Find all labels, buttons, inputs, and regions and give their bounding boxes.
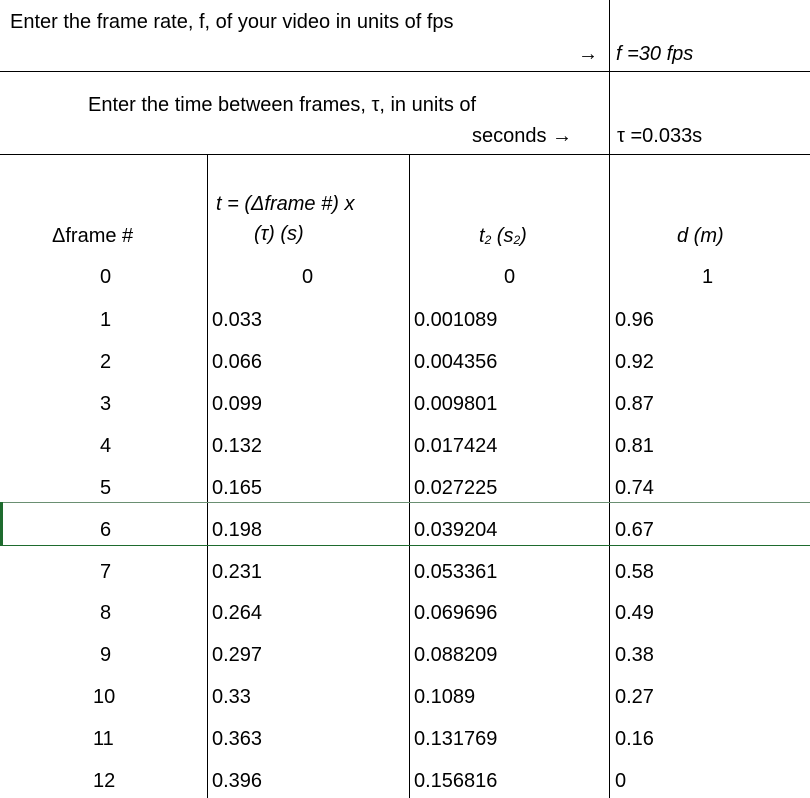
tau-prompt-line1[interactable]: Enter the time between frames, τ, in units of xyxy=(88,94,477,116)
grid-line xyxy=(207,154,208,798)
header-t-sub: 2 xyxy=(484,233,492,247)
cell-frame-r12[interactable]: 12 xyxy=(93,770,116,792)
cell-dist-r8[interactable]: 0.49 xyxy=(615,602,654,624)
cell-time-r5[interactable]: 0.165 xyxy=(212,477,263,499)
cell-time-r9[interactable]: 0.297 xyxy=(212,644,263,666)
header-time-line1[interactable]: t = (Δframe #) x xyxy=(216,193,355,215)
frame-rate-prompt[interactable]: Enter the frame rate, f, of your video in units of fps xyxy=(10,11,454,33)
row-selection-top xyxy=(0,502,810,503)
cell-dist-r1[interactable]: 0.96 xyxy=(615,309,654,331)
cell-time-r6[interactable]: 0.198 xyxy=(212,519,263,541)
cell-time-r11[interactable]: 0.363 xyxy=(212,728,263,750)
header-unit-open: (s xyxy=(491,225,514,247)
cell-tsq-r6[interactable]: 0.039204 xyxy=(414,519,498,541)
cell-dist-r12[interactable]: 0 xyxy=(615,770,627,792)
header-time-line2: (τ) (s) xyxy=(254,223,304,245)
cell-frame-r7[interactable]: 7 xyxy=(100,561,112,583)
cell-frame-r5[interactable]: 5 xyxy=(100,477,112,499)
cell-frame-r3[interactable]: 3 xyxy=(100,393,112,415)
cell-time-r10[interactable]: 0.33 xyxy=(212,686,251,708)
header-unit-close: ) xyxy=(520,225,527,247)
cell-frame-r6[interactable]: 6 xyxy=(100,519,112,541)
grid-line xyxy=(0,71,810,72)
header-delta-frame[interactable]: Δframe # xyxy=(52,225,134,247)
cell-dist-r4[interactable]: 0.81 xyxy=(615,435,654,457)
header-distance[interactable]: d (m) xyxy=(677,225,724,247)
cell-dist-r6[interactable]: 0.67 xyxy=(615,519,654,541)
cell-time-r4[interactable]: 0.132 xyxy=(212,435,263,457)
cell-tsq-r5[interactable]: 0.027225 xyxy=(414,477,498,499)
cell-frame-r11[interactable]: 11 xyxy=(93,728,114,750)
cell-frame-r8[interactable]: 8 xyxy=(100,602,112,624)
cell-dist-r7[interactable]: 0.58 xyxy=(615,561,654,583)
cell-frame-r10[interactable]: 10 xyxy=(93,686,116,708)
cell-time-r12[interactable]: 0.396 xyxy=(212,770,263,792)
cell-dist-r0[interactable]: 1 xyxy=(702,266,714,288)
cell-time-r7[interactable]: 0.231 xyxy=(212,561,263,583)
row-selection-bottom xyxy=(0,545,810,546)
cell-time-r2[interactable]: 0.066 xyxy=(212,351,263,373)
cell-tsq-r1[interactable]: 0.001089 xyxy=(414,309,498,331)
cell-tsq-r0[interactable]: 0 xyxy=(504,266,516,288)
row-selection-marker xyxy=(0,502,3,546)
cell-tsq-r4[interactable]: 0.017424 xyxy=(414,435,498,457)
grid-line xyxy=(409,154,410,798)
grid-line xyxy=(609,0,610,798)
cell-tsq-r8[interactable]: 0.069696 xyxy=(414,602,498,624)
header-t-base: t xyxy=(479,225,485,247)
tau-value[interactable]: τ =0.033s xyxy=(617,125,703,147)
grid-line xyxy=(0,154,810,155)
cell-frame-r1[interactable]: 1 xyxy=(100,309,112,331)
cell-time-r1[interactable]: 0.033 xyxy=(212,309,263,331)
cell-tsq-r10[interactable]: 0.1089 xyxy=(414,686,476,708)
cell-tsq-r11[interactable]: 0.131769 xyxy=(414,728,498,750)
cell-tsq-r9[interactable]: 0.088209 xyxy=(414,644,498,666)
cell-dist-r11[interactable]: 0.16 xyxy=(615,728,654,750)
cell-time-r0[interactable]: 0 xyxy=(302,266,314,288)
cell-time-r8[interactable]: 0.264 xyxy=(212,602,263,624)
frame-rate-arrow: → xyxy=(578,43,598,65)
cell-tsq-r7[interactable]: 0.053361 xyxy=(414,561,498,583)
cell-tsq-r3[interactable]: 0.009801 xyxy=(414,393,498,415)
cell-dist-r2[interactable]: 0.92 xyxy=(615,351,654,373)
header-unit-sub: 2 xyxy=(513,233,521,247)
cell-dist-r10[interactable]: 0.27 xyxy=(615,686,654,708)
frame-rate-value[interactable]: f =30 fps xyxy=(616,43,694,65)
cell-frame-r4[interactable]: 4 xyxy=(100,435,112,457)
cell-time-r3[interactable]: 0.099 xyxy=(212,393,263,415)
cell-frame-r9[interactable]: 9 xyxy=(100,644,112,666)
cell-dist-r9[interactable]: 0.38 xyxy=(615,644,654,666)
header-time-squared[interactable] xyxy=(479,224,527,252)
cell-dist-r5[interactable]: 0.74 xyxy=(615,477,654,499)
cell-dist-r3[interactable]: 0.87 xyxy=(615,393,654,415)
tau-prompt-line2: seconds → xyxy=(472,125,573,147)
cell-frame-r2[interactable]: 2 xyxy=(100,351,112,373)
cell-tsq-r2[interactable]: 0.004356 xyxy=(414,351,498,373)
cell-tsq-r12[interactable]: 0.156816 xyxy=(414,770,498,792)
cell-frame-r0[interactable]: 0 xyxy=(100,266,112,288)
